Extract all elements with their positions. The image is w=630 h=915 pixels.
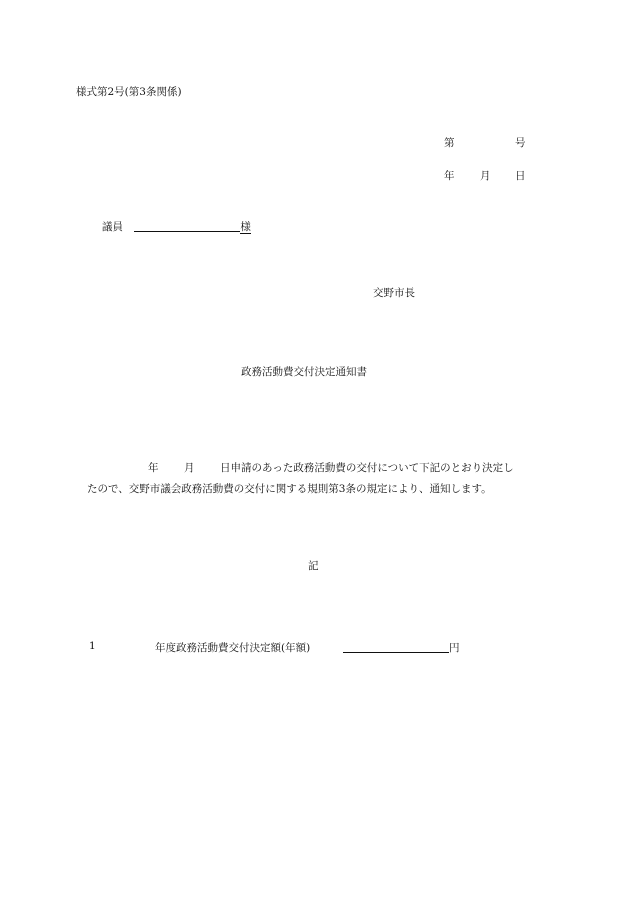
doc-number-prefix: 第 [444, 137, 455, 149]
body-month: 月 [184, 462, 195, 474]
date-day: 日 [515, 170, 526, 182]
item1-unit: 円 [449, 642, 460, 654]
issuer: 交野市長 [373, 287, 415, 299]
body-year: 年 [148, 462, 159, 474]
doc-title: 政務活動費交付決定通知書 [241, 366, 367, 378]
doc-number-suffix: 号 [515, 137, 526, 149]
addressee-name-blank [134, 220, 240, 232]
ki-heading: 記 [308, 560, 319, 572]
item1-amount-blank [343, 641, 449, 653]
addressee-line [102, 219, 251, 234]
body-line2: たので、交野市議会政務活動費の交付に関する規則第3条の規定により、通知します。 [87, 483, 492, 495]
date-year: 年 [444, 170, 455, 182]
body-line1: 日申請のあった政務活動費の交付について下記のとおり決定し [220, 462, 514, 474]
item1-number: 1 [89, 640, 96, 652]
addressee-title: 議員 [102, 221, 123, 233]
form-label: 様式第2号(第3条関係) [76, 86, 182, 98]
date-month: 月 [480, 170, 491, 182]
addressee-honorific: 様 [240, 221, 251, 233]
item1-label: 年度政務活動費交付決定額(年額) [155, 642, 311, 654]
item1-amount-line [343, 640, 460, 655]
